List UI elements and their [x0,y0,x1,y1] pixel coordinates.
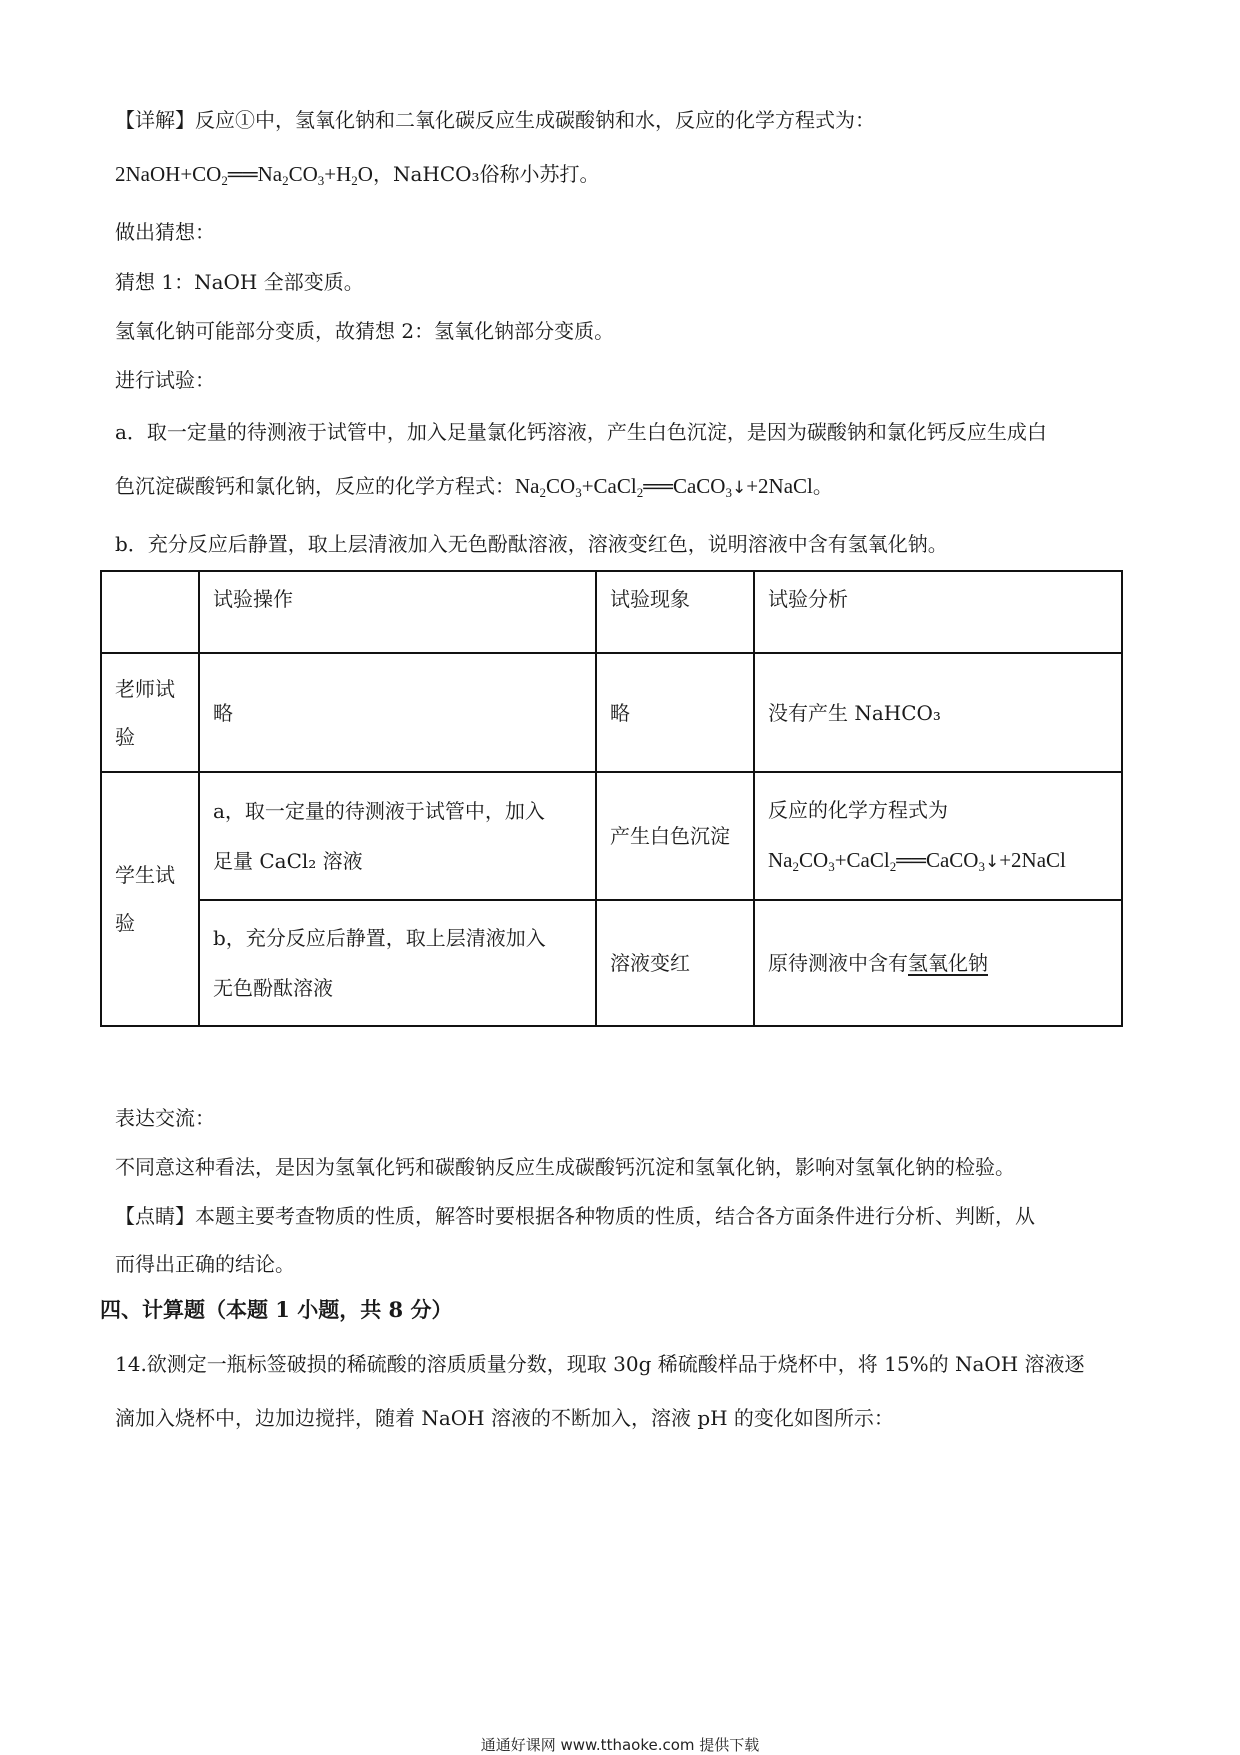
equation-line-2: 色沉淀碳酸钙和氯化钠，反应的化学方程式：$Na_2CO_3+CaCl_2══CaCO_3↓+2NaCl$。 [115,474,833,500]
equation-naoh-co2: $2NaOH+CO_2══Na_2CO_3+H_2O$ [115,162,373,188]
student-a-analysis-line1: 反应的化学方程式为 [768,798,948,823]
paragraph-experiment-heading: 进行试验： [115,368,215,392]
paragraph-discussion: 不同意这种看法，是因为氢氧化钙和碳酸钠反应生成碳酸钙沉淀和氢氧化钠，影响对氢氧化钠的检验。 [115,1155,1015,1179]
question-14-line2: 滴加入烧杯中，边加边搅拌，随着 NaOH 溶液的不断加入，溶液 pH 的变化如图所示： [115,1406,894,1430]
paragraph-detail: 【详解】反应①中，氢氧化钠和二氧化碳反应生成碳酸钠和水，反应的化学方程式为： [115,108,875,132]
student-b-analysis-answer: 氢氧化钠 [908,951,988,976]
header-phenomenon: 试验现象 [596,571,754,653]
student-b-analysis [754,900,1122,1026]
table-row-teacher [101,653,1122,772]
paragraph-step-a: a．取一定量的待测液于试管中，加入足量氯化钙溶液，产生白色沉淀，是因为碳酸钠和氯化钙反应生成白 [115,420,1047,444]
equation-line-1 [115,160,600,188]
footer-source: 通通好课网 www.tthaoke.com 提供下载 [480,1736,760,1754]
header-analysis: 试验分析 [754,571,1122,653]
paragraph-hypothesis-1: 猜想 1：NaOH 全部变质。 [115,270,364,294]
student-b-phenomenon: 溶液变红 [596,900,754,1026]
student-b-operation-line2: 无色酚酞溶液 [213,976,333,1001]
section-title: 四、计算题（本题 1 小题，共 8 分） [100,1297,453,1322]
table-header-row [101,571,1122,653]
student-a-operation [199,772,596,901]
step-a-continued: 色沉淀碳酸钙和氯化钠，反应的化学方程式： [115,474,515,498]
student-a-operation-line1: a，取一定量的待测液于试管中，加入 [213,799,545,824]
table-row-student-b [101,900,1122,1026]
header-empty [101,571,199,653]
equation-caco3: $Na_2CO_3+CaCl_2══CaCO_3↓+2NaCl$ [515,474,813,500]
student-b-analysis-prefix: 原待测液中含有 [768,951,908,976]
experiment-table [100,570,1123,1027]
student-a-operation-line2: 足量 CaCl₂ 溶液 [213,849,363,874]
paragraph-hypothesis-heading: 做出猜想： [115,220,215,244]
nahco3-note: ，NaHCO₃俗称小苏打。 [372,162,600,186]
teacher-phenomenon: 略 [596,653,754,772]
table-row-student-a [101,772,1122,901]
paragraph-comment-line1: 【点睛】本题主要考查物质的性质，解答时要根据各种物质的性质，结合各方面条件进行分析、判断，从 [115,1204,1035,1228]
teacher-label: 老师试验 [101,653,199,772]
student-a-analysis [754,772,1122,901]
paragraph-discussion-heading: 表达交流： [115,1106,215,1130]
paragraph-step-b: b．充分反应后静置，取上层清液加入无色酚酞溶液，溶液变红色，说明溶液中含有氢氧化钠。 [115,532,948,556]
teacher-operation: 略 [199,653,596,772]
student-a-equation: $Na_2CO_3+CaCl_2══CaCO_3↓+2NaCl$ [768,848,1066,875]
teacher-analysis: 没有产生 NaHCO₃ [754,653,1122,772]
student-label: 学生试验 [101,772,199,1026]
paragraph-hypothesis-2: 氢氧化钠可能部分变质，故猜想 2：氢氧化钠部分变质。 [115,319,615,343]
header-operation: 试验操作 [199,571,596,653]
paragraph-comment-line2: 而得出正确的结论。 [115,1252,295,1276]
question-14-line1: 14.欲测定一瓶标签破损的稀硫酸的溶质质量分数，现取 30g 稀硫酸样品于烧杯中，将 15%的 NaOH 溶液逐 [115,1352,1085,1376]
student-a-phenomenon: 产生白色沉淀 [596,772,754,901]
student-b-operation-line1: b，充分反应后静置，取上层清液加入 [213,926,546,951]
student-b-operation [199,900,596,1026]
